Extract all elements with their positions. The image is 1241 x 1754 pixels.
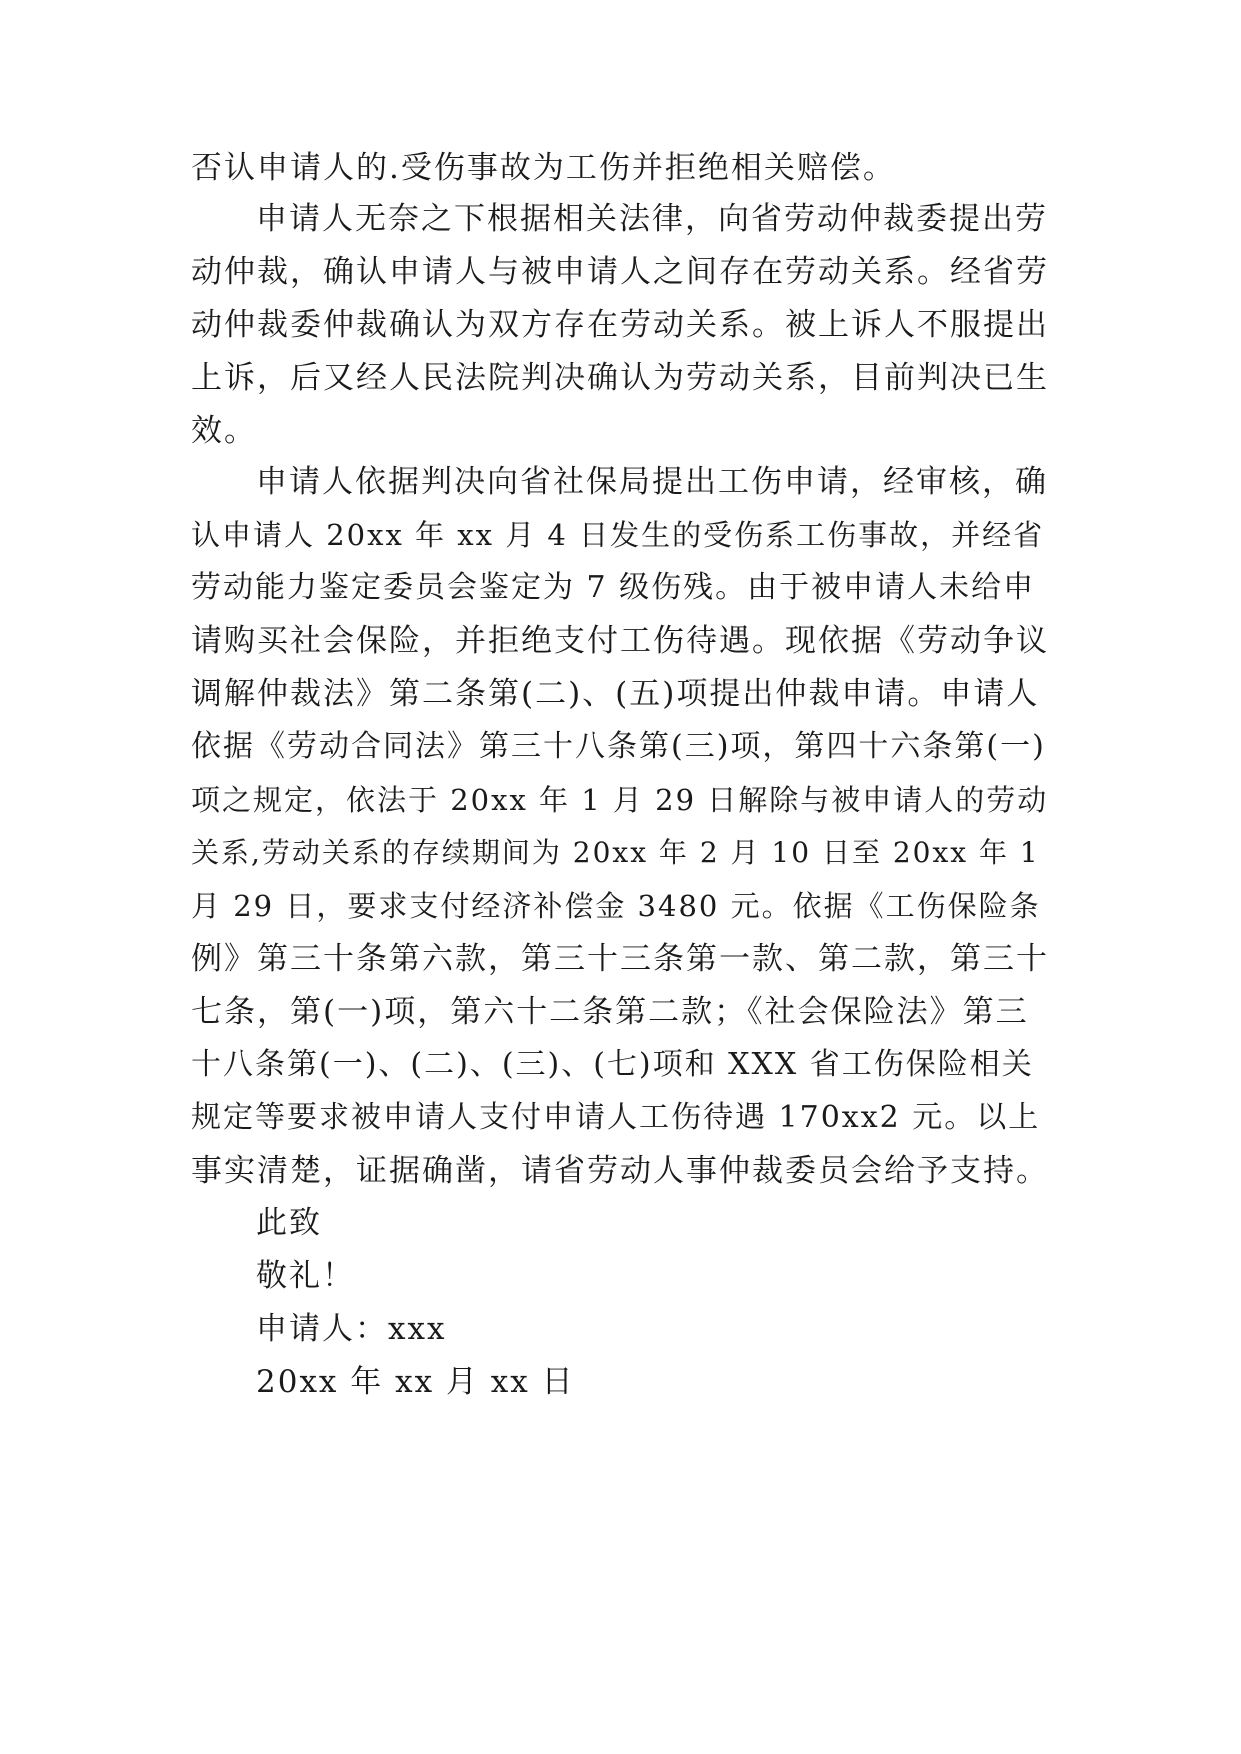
paragraph-line: 七条，第(一)项，第六十二条第二款；《社会保险法》第三	[191, 994, 1029, 1030]
closing-regards: 敬礼！	[256, 1258, 355, 1294]
paragraph-line: 依据《劳动合同法》第三十八条第(三)项，第四十六条第(一)	[191, 729, 1046, 764]
paragraph-line: 项之规定，依法于 20xx 年 1 月 29 日解除与被申请人的劳动	[191, 783, 1049, 817]
paragraph-line: 申请人依据判决向省社保局提出工伤申请，经审核，确	[256, 464, 1048, 500]
paragraph-line: 效。	[191, 413, 257, 449]
closing-salutation: 此致	[256, 1205, 322, 1241]
paragraph-line: 例》第三十条第六款，第三十三条第一款、第二款，第三十	[191, 941, 1049, 977]
document-date: 20xx 年 xx 月 xx 日	[256, 1364, 575, 1400]
paragraph-line: 十八条第(一)、(二)、(三)、(七)项和 XXX 省工伤保险相关	[191, 1047, 1034, 1082]
applicant-signature: 申请人：xxx	[256, 1311, 447, 1347]
paragraph-line: 动仲裁，确认申请人与被申请人之间存在劳动关系。经省劳	[191, 254, 1049, 290]
paragraph-line: 劳动能力鉴定委员会鉴定为 7 级伤残。由于被申请人未给申	[191, 570, 1036, 605]
paragraph-line: 调解仲裁法》第二条第(二)、(五)项提出仲裁申请。申请人	[191, 676, 1040, 712]
paragraph-line: 事实清楚，证据确凿，请省劳动人事仲裁委员会给予支持。	[191, 1153, 1049, 1189]
paragraph-line: 规定等要求被申请人支付申请人工伤待遇 170xx2 元。以上	[191, 1100, 1041, 1135]
paragraph-line: 否认申请人的.受伤事故为工伤并拒绝相关赔偿。	[191, 150, 896, 186]
paragraph-line: 申请人无奈之下根据相关法律，向省劳动仲裁委提出劳	[256, 201, 1048, 237]
paragraph-line: 认申请人 20xx 年 xx 月 4 日发生的受伤系工伤事故，并经省	[191, 518, 1045, 552]
paragraph-line: 关系,劳动关系的存续期间为 20xx 年 2 月 10 日至 20xx 年 1	[191, 836, 1040, 869]
paragraph-line: 动仲裁委仲裁确认为双方存在劳动关系。被上诉人不服提出	[191, 307, 1049, 343]
paragraph-line: 上诉，后又经人民法院判决确认为劳动关系，目前判决已生	[191, 360, 1049, 396]
paragraph-line: 请购买社会保险，并拒绝支付工伤待遇。现依据《劳动争议	[191, 623, 1049, 659]
paragraph-line: 月 29 日，要求支付经济补偿金 3480 元。依据《工伤保险条	[191, 889, 1041, 923]
